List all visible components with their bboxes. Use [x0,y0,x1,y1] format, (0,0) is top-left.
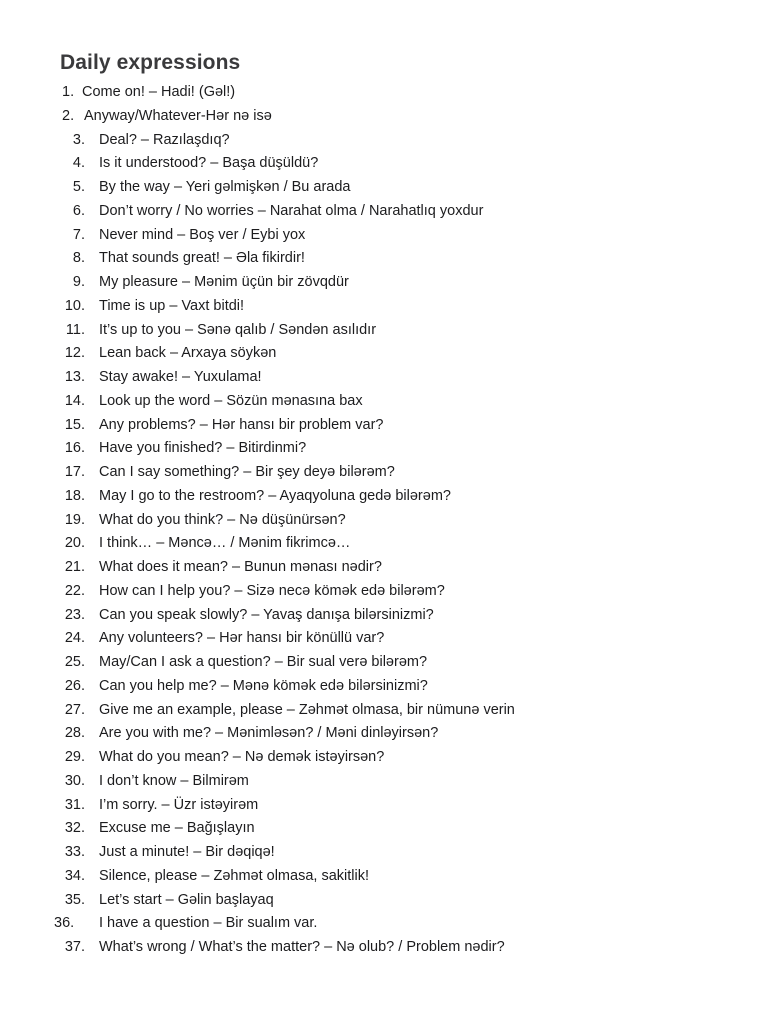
list-item [0,912,768,936]
list-item-text: What do you think? – Nə düşünürsən? [99,511,346,528]
list-item-number: 20. [64,535,85,552]
list-item [0,295,768,319]
list-item-text: I have a question – Bir sualım var. [99,915,318,932]
list-item-text: What do you mean? – Nə demək istəyirsən? [99,749,385,765]
list-item-text: I don’t know – Bilmirəm [99,772,249,789]
list-item-text: May I go to the restroom? – Ayaqyoluna gedə bilərəm? [99,487,451,504]
list-item-number: 30. [64,772,85,789]
list-item-text: Stay awake! – Yuxulama! [99,369,262,385]
list-item-number: 31. [64,796,85,813]
page-title: Daily expressions [60,51,241,74]
list-item-text: Come on! – Hadi! (Gəl!) [82,84,236,100]
list-item-text: What’s wrong / What’s the matter? – Nə olub? / Problem nədir? [99,939,505,955]
list-item-number: 21. [64,559,85,575]
list-item [0,699,768,723]
list-item-number: 5. [72,179,85,195]
list-item-number: 4. [72,155,85,172]
list-item-number: 34. [64,867,85,884]
list-item-text: Don’t worry / No worries – Narahat olma / Narahatlıq yoxdur [99,202,484,219]
list-item [0,532,768,556]
list-item-number: 25. [64,654,85,670]
list-item [0,722,768,746]
list-item [0,580,768,604]
list-item [0,556,768,580]
list-item-text: Can you speak slowly? – Yavaş danışa bilərsinizmi? [99,606,434,623]
list-item-number: 29. [64,749,85,765]
list-item-number: 10. [64,297,85,314]
list-item-number: 17. [64,464,85,480]
list-item-text: By the way – Yeri gəlmişkən / Bu arada [99,179,351,195]
list-item [0,675,768,699]
list-item [0,461,768,485]
list-item-text: Look up the word – Sözün mənasına bax [99,392,363,409]
list-item [0,152,768,176]
list-item-text: Can you help me? – Mənə kömək edə bilərsinizmi? [99,677,428,694]
list-item-text: Any volunteers? – Hər hansı bir könüllü var? [99,630,385,647]
list-item-number: 13. [64,369,85,385]
list-item [0,627,768,651]
list-item-number: 19. [64,511,85,528]
list-item [0,651,768,675]
list-item-text: My pleasure – Mənim üçün bir zövqdür [99,274,349,290]
list-item [0,224,768,248]
list-item [0,746,768,770]
list-item-text: Time is up – Vaxt bitdi! [99,297,245,314]
list-item-number: 11. [65,321,85,338]
list-item-text: What does it mean? – Bunun mənası nədir? [99,559,382,575]
list-item-text: Let’s start – Gəlin başlayaq [99,891,274,908]
list-item-number: 15. [64,416,85,433]
list-item-number: 27. [64,701,85,718]
list-item-number: 8. [72,250,85,267]
list-item [0,105,768,129]
list-item-text: Can I say something? – Bir şey deyə bilərəm? [99,464,395,480]
list-item-text: Excuse me – Bağışlayın [99,820,255,837]
list-item [0,936,768,960]
list-item-number: 9. [72,274,85,290]
list-item [0,794,768,818]
list-item-number: 26. [64,677,85,694]
list-item-number: 18. [64,487,85,504]
list-item-text: Never mind – Boş ver / Eybi yox [99,226,306,243]
list-item-number: 16. [64,440,85,457]
list-item-text: I think… – Məncə… / Mənim fikrimcə… [99,535,351,552]
list-item [0,342,768,366]
list-item-text: Silence, please – Zəhmət olmasa, sakitlik! [99,867,369,884]
list-item [0,770,768,794]
list-item-text: Deal? – Razılaşdıq? [99,131,230,148]
list-item [0,865,768,889]
list-item [0,176,768,200]
list-item [0,129,768,153]
list-item-number: 6. [72,202,85,219]
list-item-text: That sounds great! – Əla fikirdir! [99,250,305,267]
list-item-text: Give me an example, please – Zəhmət olmasa, bir nümunə verin [99,701,515,718]
list-item [0,414,768,438]
list-item [0,485,768,509]
list-item-number: 1. [62,84,75,100]
list-item-number: 23. [64,606,85,623]
list-item-text: It’s up to you – Sənə qalıb / Səndən asılıdır [99,321,377,338]
list-item-text: I’m sorry. – Üzr istəyirəm [99,796,259,813]
list-item [0,247,768,271]
list-item-text: Any problems? – Hər hansı bir problem var? [99,416,384,433]
list-item-number: 28. [64,725,85,742]
list-item [0,271,768,295]
list-item-number: 14. [64,392,85,409]
list-item-number: 12. [64,345,85,362]
list-item-number: 33. [64,844,85,860]
list-item [0,509,768,533]
list-item [0,200,768,224]
list-item-text: Just a minute! – Bir dəqiqə! [99,844,275,860]
list-item-text: Is it understood? – Başa düşüldü? [99,155,319,172]
list-item [0,319,768,343]
list-item [0,390,768,414]
list-item-number: 32. [64,820,85,837]
list-item-text: Are you with me? – Mənimləsən? / Məni dinləyirsən? [99,725,439,742]
list-item [0,366,768,390]
list-item [0,81,768,105]
list-item [0,841,768,865]
list-item-number: 35. [64,891,85,908]
list-item-text: Lean back – Arxaya söykən [99,345,277,362]
list-item-number: 2. [62,107,75,124]
list-item-number: 3. [72,131,85,148]
list-item [0,817,768,841]
list-item [0,604,768,628]
list-item-number: 22. [64,582,85,599]
list-item-text: May/Can I ask a question? – Bir sual verə bilərəm? [99,654,428,670]
list-item-text: How can I help you? – Sizə necə kömək edə bilərəm? [99,582,445,599]
list-item-text: Have you finished? – Bitirdinmi? [99,440,307,457]
list-item [0,437,768,461]
list-item-number: 24. [64,630,85,647]
list-item-number: 37. [64,939,85,955]
list-item [0,889,768,913]
expressions-list [0,81,768,960]
list-item-number: 7. [72,226,85,243]
list-item-number: 36. [54,915,75,932]
list-item-text: Anyway/Whatever-Hər nə isə [84,107,272,124]
